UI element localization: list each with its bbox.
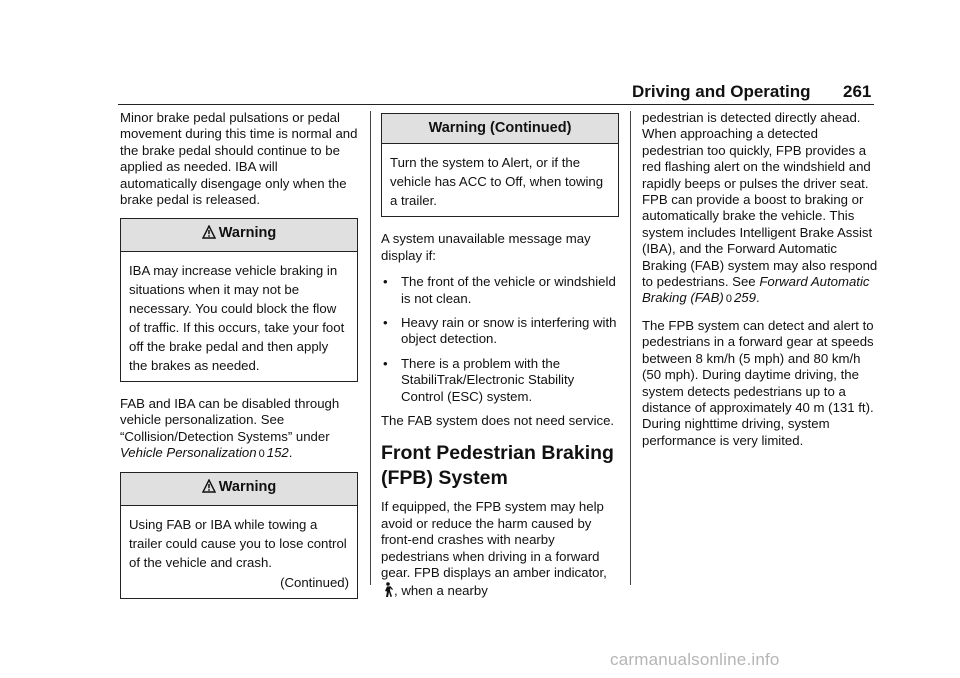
section-heading: Front Pedestrian Braking (FPB) System (381, 442, 614, 490)
link-forward-automatic-braking[interactable]: Forward Automatic Braking (FAB) (642, 274, 870, 306)
bullet-mark: • (383, 274, 388, 290)
page-ref-icon: 0 (725, 293, 732, 306)
column-middle (381, 110, 619, 612)
column-divider (370, 111, 371, 585)
page-ref-number[interactable]: 152 (266, 445, 289, 461)
warning-box (120, 218, 358, 381)
page-ref-number[interactable]: 259 (733, 290, 756, 306)
continued-label: (Continued) (280, 574, 349, 590)
warning-box (120, 472, 358, 598)
section-title: Driving and Operating (632, 82, 811, 101)
warning-box-continued (381, 113, 619, 217)
warning-header (121, 219, 357, 251)
watermark: carmanualsonline.info (610, 650, 780, 669)
header-rule (118, 104, 874, 105)
bullet-mark: • (383, 355, 388, 371)
warning-body: Turn the system to Alert, or if the vehicle has ACC to Off, when towing a trailer. (390, 155, 604, 209)
warning-body: IBA may increase vehicle braking in situations when it may not be necessary. You could block the flow of traffic. If this occurs, take your foot off the brake pedal and then apply the brakes as needed. (129, 262, 345, 373)
warning-triangle-icon (202, 225, 216, 243)
list-item: • Heavy rain or snow is interfering with object detection. (383, 315, 617, 347)
fpb-intro-paragraph: If equipped, the FPB system may help avoid or reduce the harm caused by front-end crashes with nearby pedestrians when driving in a forward gear. FPB displays an amber indicator, , when a nearby (381, 499, 619, 601)
page-ref-icon: 0 (258, 448, 265, 461)
bullet-mark: • (383, 315, 388, 331)
warning-title: Warning (218, 479, 277, 496)
list-item: • There is a problem with the StabiliTrak/Electronic Stability Control (ESC) system. (383, 355, 575, 404)
page-number: 261 (843, 82, 872, 101)
column-left (120, 110, 358, 613)
warning-body: Using FAB or IBA while towing a trailer could cause you to lose control of the vehicle and crash. (Continued) (129, 516, 349, 590)
warning-title: Warning (218, 225, 277, 242)
pedestrian-icon (382, 582, 393, 602)
warning-triangle-icon (202, 479, 216, 497)
link-vehicle-personalization[interactable]: Vehicle Personalization (120, 445, 257, 461)
fpb-speed-paragraph: The FPB system can detect and alert to pedestrians in a forward gear at speeds between 8 km/h (5 mph) and 80 km/h (50 mph). During daytime driving, the system detects pedestrians up to a distance of approximately 40 m (131 ft). During nighttime driving, system performance is very limited. (642, 317, 874, 448)
warning-header (121, 473, 357, 505)
no-service-paragraph: The FAB system does not need service. (381, 413, 615, 429)
page-header (0, 82, 960, 106)
warning-header: Warning (Continued) (382, 114, 618, 144)
intro-paragraph: Minor brake pedal pulsations or pedal movement during this time is normal and the brake pedal should continue to be applied as needed. IBA will automatically disengage only when the brake pedal is released. (120, 110, 358, 208)
unavailable-intro: A system unavailable message may display if: (381, 231, 591, 263)
fpb-detail-paragraph: pedestrian is detected directly ahead. When approaching a detected pedestrian too quickly, FPB provides a red flashing alert on the windshield and rapidly beeps or pulses the driver seat. FPB can provide a boost to braking or automatically brake the vehicle. This system includes Intelligent Brake Assist (IBA), and the Forward Automatic Braking (FAB) system may also respond to pedestrians. See Forward Automatic Braking (FAB) 0 259. (642, 110, 878, 306)
column-right (642, 110, 880, 459)
list-item: • The front of the vehicle or windshield is not clean. (383, 274, 616, 306)
column-divider (630, 111, 631, 585)
disable-paragraph: FAB and IBA can be disabled through vehicle personalization. See “Collision/Detection Systems” under Vehicle Personalization 0 152. (120, 395, 340, 461)
